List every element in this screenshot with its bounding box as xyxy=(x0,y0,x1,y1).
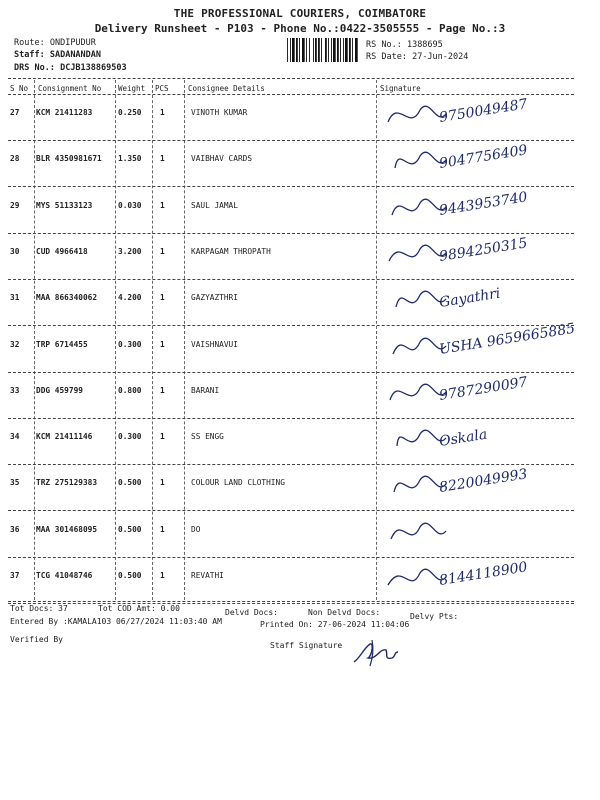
row-consignee: GAZYAZTHRI xyxy=(191,293,238,303)
barcode-bar xyxy=(306,38,307,62)
barcode-bar xyxy=(355,38,358,62)
handwritten-note: Gayathri xyxy=(438,285,502,312)
consignment-number: 301468095 xyxy=(54,524,98,534)
barcode-bar xyxy=(318,38,320,62)
consignment-prefix: MAA xyxy=(36,293,51,303)
row-sno: 33 xyxy=(10,385,20,395)
row-sno: 31 xyxy=(10,293,20,303)
row-pcs: 1 xyxy=(160,246,165,256)
handwritten-note: Oskala xyxy=(438,426,489,451)
row-consignee: VAISHNAVUI xyxy=(191,339,238,349)
row-consignment-no xyxy=(36,525,97,534)
col-consignee: Consignee Details xyxy=(188,84,265,93)
barcode-bar xyxy=(328,38,329,62)
barcode-bar xyxy=(287,38,288,62)
barcode-bar xyxy=(299,38,300,62)
row-pcs: 1 xyxy=(160,432,165,442)
signature-scribble xyxy=(380,555,580,601)
row-weight: 0.500 xyxy=(118,571,142,580)
company-title: THE PROFESSIONAL COURIERS, COIMBATORE xyxy=(173,7,427,20)
signature-scribble xyxy=(380,138,580,184)
row-pcs: 1 xyxy=(160,571,165,580)
handwritten-note: 9047756409 xyxy=(438,142,529,173)
barcode-bar xyxy=(333,38,336,62)
non-delivered-docs: Non Delvd Docs: xyxy=(308,608,381,617)
table-row xyxy=(8,320,577,374)
row-consignment-no xyxy=(36,386,83,395)
footer-rule xyxy=(8,601,574,602)
row-sno: 34 xyxy=(10,432,20,442)
consignment-number: 866340062 xyxy=(54,293,98,303)
table-row xyxy=(8,466,574,512)
row-pcs: 1 xyxy=(160,154,165,164)
barcode-bar xyxy=(309,38,310,62)
row-sno: 29 xyxy=(10,200,20,210)
row-rule xyxy=(8,603,574,604)
barcode-bar xyxy=(315,38,317,62)
handwritten-note: 9443953740 xyxy=(438,188,529,219)
row-weight: 0.500 xyxy=(118,478,142,488)
rs-no-label: RS No.: xyxy=(366,40,402,50)
row-pcs: 1 xyxy=(160,339,165,349)
row-weight: 0.030 xyxy=(118,200,142,210)
consignment-number: 4350981671 xyxy=(54,154,102,164)
route-value: ONDIPUDUR xyxy=(49,38,96,48)
row-consignee: DO xyxy=(191,524,201,534)
barcode-bar xyxy=(337,38,339,62)
barcode-bar xyxy=(325,38,327,62)
consignment-prefix: TRZ xyxy=(36,478,51,488)
consignment-prefix: MYS xyxy=(36,200,51,210)
col-sno: S No xyxy=(10,84,29,93)
row-weight: 0.250 xyxy=(118,108,142,117)
consignment-number: 41048746 xyxy=(54,571,93,580)
col-consignment: Consignment No xyxy=(38,84,102,93)
delivery-points: Delvy Pts: xyxy=(410,612,459,621)
barcode-bar xyxy=(321,38,322,62)
consignment-prefix: BLR xyxy=(36,154,51,164)
barcode-image xyxy=(287,38,359,62)
signature-scribble xyxy=(380,277,580,323)
row-sno: 35 xyxy=(10,478,20,488)
signature-scribble xyxy=(380,462,580,508)
row-weight: 0.300 xyxy=(118,432,142,442)
staff-label: Staff: xyxy=(14,50,45,60)
consignment-number: 21411146 xyxy=(54,432,93,442)
consignment-number: 275129383 xyxy=(54,478,98,488)
table-row xyxy=(8,281,574,327)
consignment-prefix: TRP xyxy=(36,339,51,349)
row-sno: 37 xyxy=(10,571,20,580)
printed-on: Printed On: 27-06-2024 11:04:06 xyxy=(260,620,410,629)
row-sno: 27 xyxy=(10,108,20,117)
table-row xyxy=(8,142,574,188)
rs-no-value: 1388695 xyxy=(406,40,443,50)
total-cod-amount: Tot COD Amt: 0.00 xyxy=(98,604,180,613)
row-sno: 36 xyxy=(10,524,20,534)
consignment-number: 51133123 xyxy=(54,200,93,210)
header-rule-top xyxy=(8,78,574,79)
col-signature: Signature xyxy=(380,84,421,93)
row-consignment-no xyxy=(36,340,88,349)
table-row xyxy=(8,235,574,281)
handwritten-note: 8144118900 xyxy=(438,559,529,589)
consignment-prefix: CUD xyxy=(36,246,51,256)
delivered-docs: Delvd Docs: xyxy=(225,608,278,617)
row-consignment-no xyxy=(36,432,92,441)
table-row xyxy=(8,189,574,235)
barcode-bar xyxy=(302,38,305,62)
row-consignee: REVATHI xyxy=(191,571,224,580)
handwritten-note: 8220049993 xyxy=(438,466,529,497)
row-consignment-no xyxy=(36,108,92,117)
signature-scribble xyxy=(380,370,580,416)
row-weight: 4.200 xyxy=(118,293,142,303)
rs-date-label: RS Date: xyxy=(366,52,407,62)
signature-scribble xyxy=(380,231,580,277)
consignment-prefix: DDG xyxy=(36,385,51,395)
row-consignment-no xyxy=(36,247,88,256)
total-docs: Tot Docs: 37 xyxy=(10,604,68,613)
table-row xyxy=(8,420,574,466)
rs-date-value: 27-Jun-2024 xyxy=(412,52,469,62)
staff-signature-scribble xyxy=(350,630,400,670)
consignment-number: 21411283 xyxy=(54,108,93,117)
barcode-bar xyxy=(313,38,314,62)
row-pcs: 1 xyxy=(160,385,165,395)
row-weight: 0.800 xyxy=(118,385,142,395)
row-consignment-no xyxy=(36,478,97,487)
row-consignment-no xyxy=(36,154,102,163)
row-weight: 0.300 xyxy=(118,339,142,349)
row-sno: 30 xyxy=(10,246,20,256)
row-consignee: VAIBHAV CARDS xyxy=(191,154,253,164)
consignment-prefix: KCM xyxy=(36,108,51,117)
route-line xyxy=(14,38,96,48)
route-label: Route: xyxy=(14,38,45,48)
consignment-prefix: KCM xyxy=(36,432,51,442)
row-consignment-no xyxy=(36,293,97,302)
handwritten-note: 9750049487 xyxy=(438,96,529,126)
barcode-bar xyxy=(345,38,348,62)
row-consignment-no xyxy=(36,201,92,210)
row-pcs: 1 xyxy=(160,293,165,303)
row-pcs: 1 xyxy=(160,524,165,534)
row-consignment-no xyxy=(36,571,92,580)
rs-date-line xyxy=(366,52,468,62)
barcode-bar xyxy=(290,38,291,62)
row-sno: 32 xyxy=(10,339,20,349)
row-consignee: VINOTH KUMAR xyxy=(191,108,248,117)
row-pcs: 1 xyxy=(160,478,165,488)
barcode-bar xyxy=(292,38,295,62)
barcode-bar xyxy=(331,38,332,62)
handwritten-note: 9787290097 xyxy=(438,374,529,404)
signature-scribble xyxy=(380,509,580,555)
row-consignee: BARANI xyxy=(191,385,220,395)
staff-line xyxy=(14,50,101,60)
handwritten-note: 9894250315 xyxy=(438,235,529,265)
barcode-bar xyxy=(296,38,298,62)
signature-scribble xyxy=(380,320,580,370)
consignment-prefix: MAA xyxy=(36,524,51,534)
consignment-number: 459799 xyxy=(54,385,83,395)
rs-no-line xyxy=(366,40,443,50)
consignment-number: 6714455 xyxy=(54,339,88,349)
row-pcs: 1 xyxy=(160,108,165,117)
table-row xyxy=(8,374,574,420)
row-weight: 1.350 xyxy=(118,154,142,164)
row-consignee: SS ENGG xyxy=(191,432,224,442)
row-consignee: KARPAGAM THROPATH xyxy=(191,246,271,256)
barcode-bar xyxy=(340,38,341,62)
signature-scribble xyxy=(380,92,580,138)
row-sno: 28 xyxy=(10,154,20,164)
drs-value: DCJB138869503 xyxy=(60,63,127,73)
col-pcs: PCS xyxy=(155,84,169,93)
barcode-bar xyxy=(352,38,353,62)
row-consignee: COLOUR LAND CLOTHING xyxy=(191,478,285,488)
row-pcs: 1 xyxy=(160,200,165,210)
row-consignee: SAUL JAMAL xyxy=(191,200,238,210)
signature-scribble xyxy=(380,185,580,231)
runsheet-subtitle: Delivery Runsheet - P103 - Phone No.:0422-3505555 - Page No.:3 xyxy=(94,22,506,35)
barcode-bar xyxy=(343,38,344,62)
consignment-number: 4966418 xyxy=(54,246,88,256)
consignment-prefix: TCG xyxy=(36,571,51,580)
table-row xyxy=(8,513,574,559)
row-weight: 0.500 xyxy=(118,524,142,534)
drs-label: DRS No.: xyxy=(14,63,55,73)
barcode-bar xyxy=(349,38,351,62)
staff-value: SADANANDAN xyxy=(49,50,102,60)
verified-by: Verified By xyxy=(10,635,63,644)
handwritten-note: USHA 9659665885 xyxy=(438,320,577,358)
entered-by: Entered By :KAMALA103 06/27/2024 11:03:40 AM xyxy=(10,617,222,626)
col-weight: Weight xyxy=(118,84,146,93)
staff-signature-label: Staff Signature xyxy=(270,641,343,650)
table-row xyxy=(8,559,574,605)
row-weight: 3.200 xyxy=(118,246,142,256)
drs-line xyxy=(14,63,127,73)
signature-scribble xyxy=(380,416,580,462)
table-row xyxy=(8,96,574,142)
